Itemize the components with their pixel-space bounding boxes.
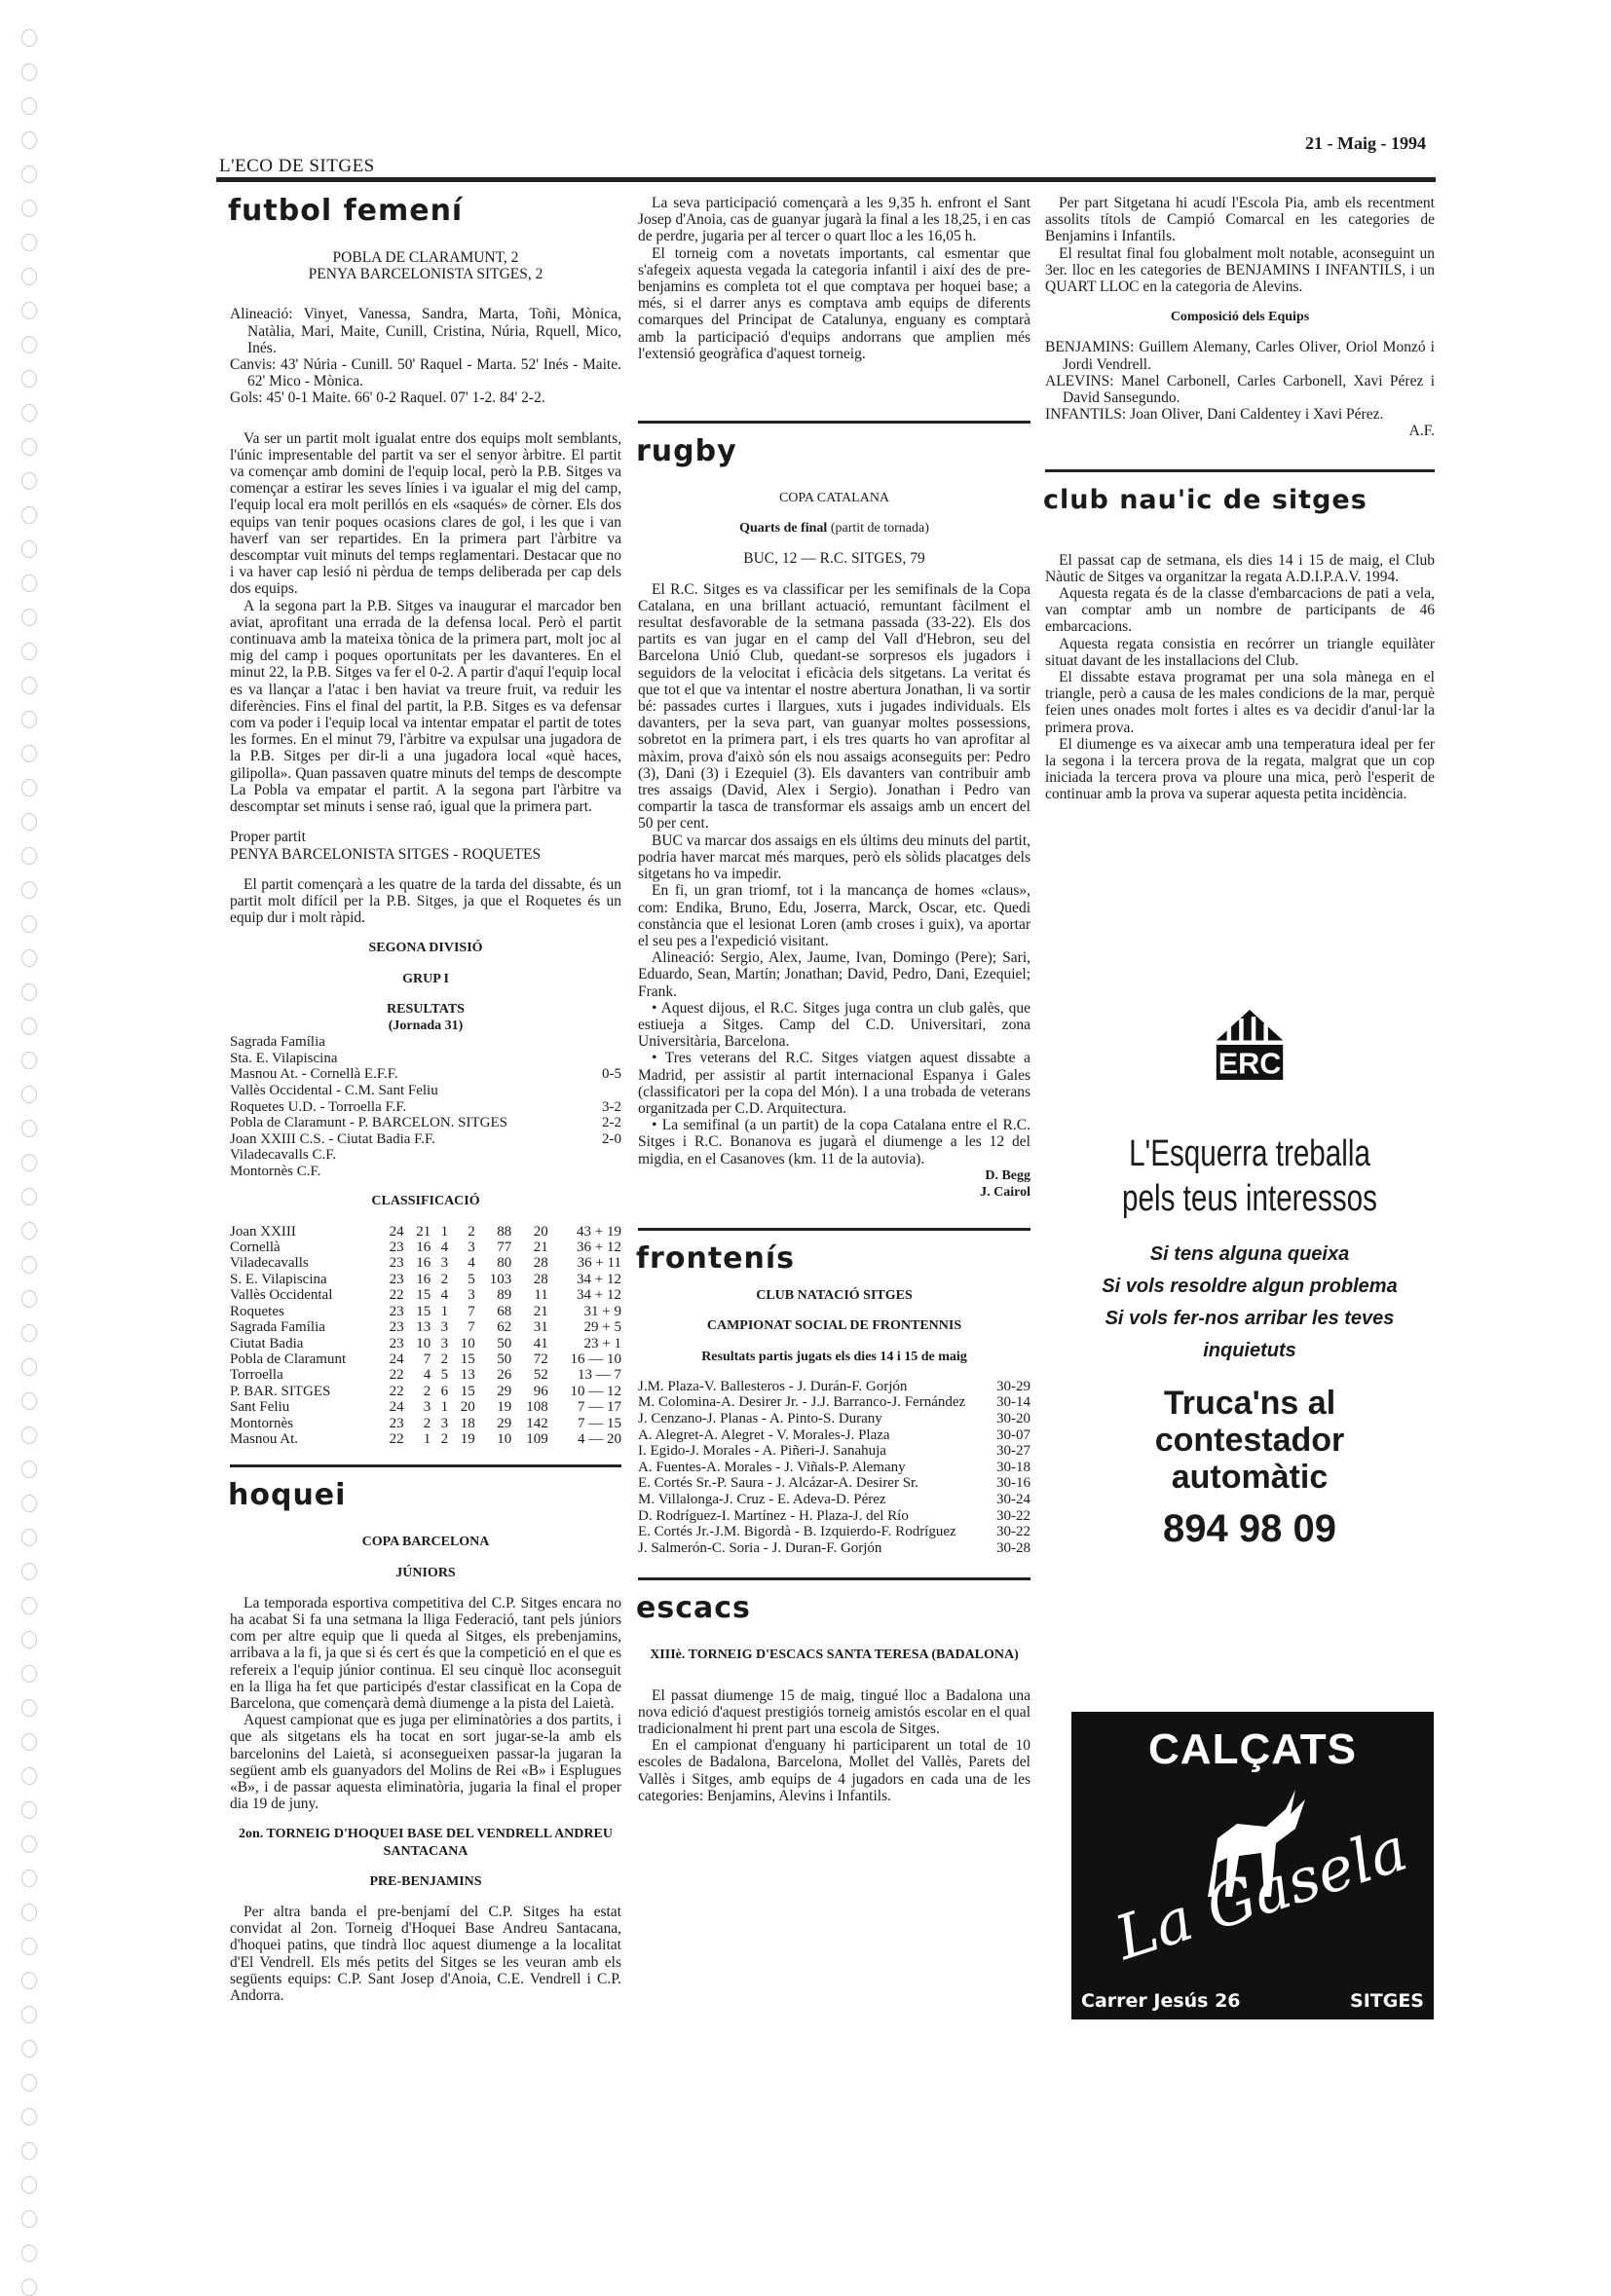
standings-cell: 89 bbox=[497, 1287, 512, 1304]
standings-cell: 28 bbox=[533, 1271, 548, 1287]
standings-cell: 20 bbox=[460, 1399, 475, 1416]
header-rule bbox=[216, 177, 1436, 182]
paragraph: En fi, un gran triomf, tot i la mancança de homes «claus», com: Endika, Bruno, Edu, Joserra, Marck, Oscar, etc. Quedi constància que el lesionat Loren (amb croses i guix), va aportar el seu pes a l'expedició visitant. bbox=[638, 882, 1030, 949]
match-line: POBLA DE CLARAMUNT, 2 bbox=[332, 249, 519, 266]
column-2 bbox=[638, 195, 1030, 1804]
standings-cell: 31 bbox=[533, 1319, 548, 1336]
result-score: 2-2 bbox=[602, 1115, 621, 1131]
standings-heading: CLASSIFICACIÓ bbox=[371, 1194, 480, 1209]
erc-line: Si vols fer-nos arribar les teves bbox=[1105, 1308, 1395, 1329]
erc-phone: 894 98 09 bbox=[1163, 1507, 1336, 1550]
standings-cell: 22 bbox=[389, 1430, 404, 1447]
team-name: Montornès bbox=[230, 1415, 293, 1431]
standings-row bbox=[230, 1255, 621, 1271]
standings-cell: 16 bbox=[416, 1240, 431, 1256]
result-row bbox=[230, 1164, 621, 1180]
result-row bbox=[230, 1066, 621, 1083]
next-match-label: Proper partit bbox=[230, 829, 306, 846]
standings-cell: 2 bbox=[423, 1383, 431, 1399]
match-players: M. Villalonga-J. Cruz - E. Adeva-D. Pérez bbox=[638, 1491, 886, 1507]
standings-cell: 3 bbox=[440, 1415, 449, 1431]
category: JÚNIORS bbox=[395, 1565, 456, 1580]
shoe-address: Carrer Jesús 26 bbox=[1081, 1990, 1241, 2012]
paragraph: El R.C. Sitges es va classificar per les semifinals de la Copa Catalana, en una brillant actuació, remuntant fàcilment el resultat desfavorable de la setmana passada (33-22). Els dos partits es van jugar en el camp del Vall d'Hebron, seu del Barcelona Unió Club, quedant-se sorpresos els jugadors i seguidors de la velocitat i eficàcia dels sitgetans. La veritat és que tot el que va intentar el nostre abertura Jonathan, li va sortir bé: passades curtes i llargues, xuts i jugades individuals. Els davanters, per la seva part, van guanyar moltes possessions, sobretot en la primera part, i els tres quarts ho van aprofitar al màxim, prova d'això són els nou assaigs aconseguits per: Pedro (3), Dani (3) i Ezequiel (3). Els davanters van contribuir amb tres assaigs (David, Alex i Sergio). Jonathan i Pedro van compartir la tasca de transformar els assaigs amb un encert del 50 per cent. bbox=[638, 580, 1030, 833]
section-rule bbox=[1045, 469, 1435, 472]
standings-row bbox=[230, 1384, 621, 1399]
standings-cell: 1 bbox=[423, 1430, 431, 1447]
tournament-name: 2on. TORNEIG D'HOQUEI BASE DEL VENDRELL ANDREU SANTACANA bbox=[239, 1827, 613, 1859]
standings-cell: 31 + 9 bbox=[583, 1303, 621, 1319]
standings-row bbox=[230, 1431, 621, 1447]
standings-cell: 77 bbox=[497, 1240, 512, 1256]
standings-cell: 28 bbox=[533, 1255, 548, 1272]
paragraph: Alineació: Sergio, Alex, Jaume, Ivan, Domingo (Pere); Sari, Eduardo, Sean, Martín; Jonathan; David, Pedro, Dani, Ezequiel; Frank. bbox=[638, 949, 1030, 1000]
results-heading: RESULTATS bbox=[387, 1001, 465, 1017]
standings-row bbox=[230, 1224, 621, 1240]
match-players: M. Colomina-A. Desirer Jr. - J.J. Barranco-J. Fernández bbox=[638, 1394, 966, 1411]
teams-heading: Composició dels Equips bbox=[1170, 310, 1310, 325]
signature: A.F. bbox=[1408, 423, 1435, 440]
result-row bbox=[230, 1131, 621, 1148]
standings-row bbox=[230, 1336, 621, 1352]
standings-cell: 13 — 7 bbox=[578, 1367, 621, 1384]
team-name: Ciutat Badia bbox=[230, 1335, 304, 1352]
match-row bbox=[638, 1460, 1030, 1476]
result-match: Roquetes U.D. - Torroella F.F. bbox=[230, 1098, 407, 1115]
standings-cell: 2 bbox=[468, 1223, 475, 1240]
standings-cell: 103 bbox=[489, 1271, 512, 1287]
standings-row bbox=[230, 1367, 621, 1383]
standings-cell: 21 bbox=[416, 1223, 431, 1240]
standings-cell: 10 bbox=[460, 1335, 475, 1352]
standings-cell: 23 bbox=[389, 1319, 404, 1336]
spiral-binding bbox=[21, 29, 41, 2259]
paragraph: El passat diumenge 15 de maig, tingué lloc a Badalona una nova edició d'aquest prestigiós torneig amistós escolar en el qual tradicionalment hi prent part una escola de Sitges. bbox=[638, 1686, 1030, 1737]
final-score: BUC, 12 — R.C. SITGES, 79 bbox=[743, 550, 925, 568]
standings-cell: 34 + 12 bbox=[577, 1287, 621, 1304]
standings-cell: 26 bbox=[497, 1367, 512, 1384]
standings-cell: 5 bbox=[468, 1271, 475, 1287]
team-name: P. BAR. SITGES bbox=[230, 1383, 331, 1399]
standings-cell: 3 bbox=[440, 1319, 449, 1336]
standings-cell: 108 bbox=[526, 1399, 548, 1416]
paragraph: A la segona part la P.B. Sitges va inaugurar el marcador ben aviat, aprofitant una errada de la defensa local. Però el partit continuava amb la mateixa tònica de la primera part, molt joc al mig del camp i poques oportunitats per les davanteres. En el minut 22, la P.B. Sitges va fer el 0-2. A partir d'aquí l'equip local es va llançar a l'atac i ben haviat va treure fruit, va reduir les diferències. Fins el final del partit, la P.B. Sitges es va defensar com va poder i l'equip local va intentar empatar el partit de totes les formes. En el minut 79, l'àrbitre va expulsar una jugadora de la P.B. Sitges per dir-li a una jugadora local «què haces, gilipolla». Quan passaven quatre minuts del temps de descompte La Pobla va empatar el partit. A la segona part l'àrbitre va descomptar set minuts i sense raó, igual que la primera part. bbox=[230, 597, 621, 816]
result-row bbox=[230, 1099, 621, 1116]
shoe-town: SITGES bbox=[1350, 1990, 1424, 2012]
match-players: E. Cortés Sr.-P. Saura - J. Alcázar-A. Desirer Sr. bbox=[638, 1475, 918, 1492]
standings-cell: 23 bbox=[389, 1335, 404, 1352]
erc-call: contestador bbox=[1154, 1422, 1345, 1459]
paragraph: La seva participació començarà a les 9,35 h. enfront el Sant Josep d'Anoia, cas de guanyar jugarà la final a les 18,25, i en cas de perdre, jugaria per al tercer o quart lloc a les 16,05 h. bbox=[638, 195, 1030, 245]
standings-cell: 41 bbox=[533, 1335, 548, 1352]
standings-cell: 109 bbox=[526, 1430, 548, 1447]
standings-cell: 29 + 5 bbox=[583, 1319, 621, 1336]
standings-cell: 16 bbox=[416, 1271, 431, 1287]
match-row bbox=[638, 1427, 1030, 1444]
standings-cell: 10 bbox=[416, 1335, 431, 1352]
shoe-title: CALÇATS bbox=[1148, 1725, 1357, 1773]
result-row bbox=[230, 1034, 621, 1051]
standings-cell: 3 bbox=[440, 1335, 449, 1352]
match-score: 30-28 bbox=[996, 1539, 1030, 1556]
paragraph: El diumenge es va aixecar amb una temperatura ideal per fer la segona i la tercera prova de la regata, malgrat que un cop iniciada la tercera prova va ploure una mica, però l'esperit de continuar amb la prova va superar aquesta petita incidència. bbox=[1045, 735, 1435, 803]
standings-cell: 10 — 12 bbox=[570, 1383, 621, 1399]
nautic-title: club nau'ic de sitges bbox=[1043, 484, 1367, 515]
standings-row bbox=[230, 1352, 621, 1367]
standings-cell: 7 — 17 bbox=[578, 1399, 621, 1416]
round: (Jornada 31) bbox=[388, 1018, 464, 1033]
standings-cell: 23 bbox=[389, 1240, 404, 1256]
paragraph: Aquesta regata és de la classe d'embarcacions de pati a vela, van comptar amb un nombre de participants de 46 embarcacions. bbox=[1045, 585, 1435, 636]
standings-row bbox=[230, 1272, 621, 1287]
standings-row bbox=[230, 1416, 621, 1431]
cup-name: COPA CATALANA bbox=[778, 491, 890, 506]
shoe-advert bbox=[1071, 1712, 1434, 2019]
standings-cell: 15 bbox=[460, 1351, 475, 1367]
team-name: Roquetes bbox=[230, 1303, 284, 1319]
erc-logo-text: ERC bbox=[1218, 1047, 1282, 1081]
standings-cell: 4 bbox=[468, 1255, 475, 1272]
standings-row bbox=[230, 1399, 621, 1415]
standings-cell: 4 — 20 bbox=[578, 1430, 621, 1447]
round-note: (partit de tornada) bbox=[830, 521, 929, 537]
match-row bbox=[638, 1411, 1030, 1427]
result-match: Viladecavalls C.F. bbox=[230, 1147, 337, 1164]
match-row bbox=[638, 1394, 1030, 1411]
standings-cell: 88 bbox=[497, 1223, 512, 1240]
team-list: ALEVINS: Manel Carbonell, Carles Carbonell, Xavi Pérez i David Sansegundo. bbox=[1045, 372, 1435, 407]
standings-cell: 11 bbox=[534, 1287, 548, 1304]
standings-cell: 18 bbox=[460, 1415, 475, 1431]
standings-cell: 29 bbox=[497, 1383, 512, 1399]
section-rule bbox=[638, 1577, 1030, 1580]
standings-row bbox=[230, 1287, 621, 1303]
match-score: 30-24 bbox=[996, 1491, 1030, 1507]
result-score: 2-0 bbox=[602, 1130, 621, 1147]
standings-cell: 7 — 15 bbox=[578, 1415, 621, 1431]
rugby-title: rugby bbox=[636, 434, 737, 469]
column-3 bbox=[1045, 195, 1435, 803]
paragraph: En el campionat d'enguany hi participarent un total de 10 escoles de Badalona, Barcelona, Mollet del Vallès, Parets del Vallès i Sitges, amb equips de 4 jugadors en cada una de les categories: Benjamins, Alevins i Infantils. bbox=[638, 1737, 1030, 1804]
standings-cell: 15 bbox=[460, 1383, 475, 1399]
standings-cell: 43 + 19 bbox=[577, 1223, 621, 1240]
standings-cell: 20 bbox=[533, 1223, 548, 1240]
team-name: Torroella bbox=[230, 1367, 283, 1384]
paragraph: Aquest campionat que es juga per eliminatòries a dos partits, i que als sitgetans els ha tocat en sort jugar-se-la amb els barcelonins del Laietà, si aconsegueixen passar-la jugaran la següent amb els guanyadors del Molins de Rei «B» i Esplugues «B», i de passar aquesta eliminatòria, jugaria la final el proper dia 19 de juny. bbox=[230, 1712, 621, 1813]
erc-headline: L'Esquerra treballa bbox=[1129, 1133, 1370, 1174]
standings-cell: 24 bbox=[389, 1351, 404, 1367]
standings-cell: 72 bbox=[533, 1351, 548, 1367]
standings-cell: 19 bbox=[497, 1399, 512, 1416]
standings-cell: 7 bbox=[423, 1351, 431, 1367]
team-name: Viladecavalls bbox=[230, 1255, 309, 1272]
standings-cell: 2 bbox=[440, 1351, 449, 1367]
standings-cell: 24 bbox=[389, 1223, 404, 1240]
standings-row bbox=[230, 1319, 621, 1335]
standings-cell: 3 bbox=[423, 1399, 431, 1416]
standings-cell: 96 bbox=[533, 1383, 548, 1399]
match-score: 30-16 bbox=[996, 1475, 1030, 1492]
standings-cell: 29 bbox=[497, 1415, 512, 1431]
result-row bbox=[230, 1115, 621, 1131]
standings-cell: 5 bbox=[440, 1367, 449, 1384]
standings-cell: 50 bbox=[497, 1335, 512, 1352]
paragraph: El dissabte estava programat per una sola mànega en el triangle, però a causa de les males condicions de la mar, perquè feien unes onades molt fortes i altes es va decidir d'anul·lar la primera prova. bbox=[1045, 669, 1435, 736]
match-score: 30-07 bbox=[996, 1426, 1030, 1443]
team-name: Masnou At. bbox=[230, 1430, 299, 1447]
team-list: BENJAMINS: Guillem Alemany, Carles Oliver, Oriol Monzó i Jordi Vendrell. bbox=[1045, 339, 1435, 373]
match-score: 30-14 bbox=[996, 1394, 1030, 1411]
team-list: INFANTILS: Joan Oliver, Dani Caldentey i Xavi Pérez. bbox=[1045, 406, 1384, 424]
lineup: Alineació: Vinyet, Vanessa, Sandra, Marta, Toñi, Mònica, Natàlia, Mari, Maite, Cunill, Cristina, Núria, Rquell, Mico, Inés. bbox=[230, 306, 621, 356]
result-match: Sta. E. Vilapiscina bbox=[230, 1050, 338, 1066]
erc-advert bbox=[1065, 1001, 1435, 1634]
match-players: E. Cortés Jr.-J.M. Bigordà - B. Izquierdo-F. Rodríguez bbox=[638, 1524, 956, 1540]
result-score: 0-5 bbox=[602, 1066, 621, 1083]
paragraph: El resultat final fou globalment molt notable, aconseguint un 3er. lloc en les categories de BENJAMINS I INFANTILS, i un QUART LLOC en la categoria de Alevins. bbox=[1045, 244, 1435, 296]
match-score: 30-29 bbox=[996, 1378, 1030, 1394]
paragraph: El partit començarà a les quatre de la tarda del dissabte, és un partit molt difícil per la P.B. Sitges, ja que el Roquetes és un equip dur i molt ràpid. bbox=[230, 875, 621, 927]
standings-cell: 24 bbox=[389, 1399, 404, 1416]
standings-cell: 15 bbox=[416, 1303, 431, 1319]
shoe-brand: La Gasela bbox=[1106, 1812, 1416, 1975]
championship-name: CAMPIONAT SOCIAL DE FRONTENNIS bbox=[706, 1318, 962, 1334]
team-name: Cornellà bbox=[230, 1240, 281, 1256]
result-row bbox=[230, 1051, 621, 1067]
standings-table bbox=[230, 1224, 621, 1448]
standings-cell: 2 bbox=[440, 1271, 449, 1287]
standings-cell: 16 bbox=[416, 1255, 431, 1272]
category: PRE-BENJAMINS bbox=[369, 1873, 482, 1889]
section-rule bbox=[638, 421, 1030, 424]
match-score: 30-27 bbox=[996, 1443, 1030, 1460]
result-match: Masnou At. - Cornellà E.F.F. bbox=[230, 1066, 398, 1083]
round-label: Quarts de final bbox=[739, 521, 828, 537]
standings-cell: 21 bbox=[533, 1303, 548, 1319]
result-row bbox=[230, 1147, 621, 1164]
substitutions: Canvis: 43' Núria - Cunill. 50' Raquel - Marta. 52' Inés - Maite. 62' Mico - Mònica. bbox=[230, 356, 621, 390]
standings-cell: 3 bbox=[468, 1287, 475, 1304]
futbol-title: futbol femení bbox=[228, 194, 464, 228]
erc-line: Si tens alguna queixa bbox=[1149, 1243, 1350, 1265]
cup-name: COPA BARCELONA bbox=[361, 1535, 490, 1550]
paragraph: Va ser un partit molt igualat entre dos equips molt semblants, l'únic impresentable del partit va ser el senyor àrbitre. El partit va començar amb domini de l'equip local, però la P.B. Sitges va començar a estirar les seves línies i va igualar el mig del camp, l'equip local era molt perillós en els «saqués» de còrner. Els dos equips van tenir poques ocasions clares de gol, i les que i van haverf van ser repartides. En la primera part l'àrbitre va descomptar vuit minuts del temps reglamentari. Destacar que no i va haver cap lesió ni pèrdua de temps deliberada per cap dels dos equips. bbox=[230, 429, 621, 598]
match-row bbox=[638, 1492, 1030, 1508]
standings-cell: 22 bbox=[389, 1287, 404, 1304]
result-match: Joan XXIII C.S. - Ciutat Badia F.F. bbox=[230, 1130, 435, 1147]
paragraph: BUC va marcar dos assaigs en els últims deu minuts del partit, podria haver marcat més marques, però els sòlids placatges dels sitgetans ho va impedir. bbox=[638, 832, 1030, 883]
paragraph: • Tres veterans del R.C. Sitges viatgen aquest dissabte a Madrid, per assistir al partit internacional Espanya i Gales (classificatori per la copa del Món). I a una trobada de veterans organitzada per C.D. Arquitectura. bbox=[638, 1050, 1030, 1117]
match-score: 30-18 bbox=[996, 1459, 1030, 1475]
standings-cell: 3 bbox=[440, 1255, 449, 1272]
standings-cell: 4 bbox=[440, 1287, 449, 1304]
standings-row bbox=[230, 1240, 621, 1255]
match-row bbox=[638, 1524, 1030, 1540]
standings-cell: 1 bbox=[440, 1399, 449, 1416]
paragraph: El torneig com a novetats importants, cal esmentar que s'afegeix aquesta vegada la categoria infantil i així des de pre-benjamins es completa tot el que comptava per hoquei base; a més, si el darrer anys es comptava amb equips de diferents comarques del Principat de Catalunya, enguany es comptarà amb la participació d'equips andorrans que amplien més l'extensió geogràfica d'aquest torneig. bbox=[638, 244, 1030, 362]
match-players: J. Salmerón-C. Soria - J. Duran-F. Gorjón bbox=[638, 1539, 882, 1556]
standings-cell: 50 bbox=[497, 1351, 512, 1367]
team-name: Joan XXIII bbox=[230, 1223, 296, 1240]
section-rule bbox=[230, 1464, 621, 1467]
standings-cell: 1 bbox=[440, 1223, 449, 1240]
standings-cell: 15 bbox=[416, 1287, 431, 1304]
next-match: PENYA BARCELONISTA SITGES - ROQUETES bbox=[230, 845, 542, 863]
standings-cell: 36 + 12 bbox=[577, 1240, 621, 1256]
erc-call: Truca'ns al bbox=[1163, 1385, 1336, 1422]
paragraph: • Aquest dijous, el R.C. Sitges juga contra un club galès, que estiueja a Sitges. Camp del C.D. Universitari, zona Universitària, Barcelona. bbox=[638, 999, 1030, 1051]
match-row bbox=[638, 1540, 1030, 1557]
standings-cell: 23 bbox=[389, 1303, 404, 1319]
team-name: Pobla de Claramunt bbox=[230, 1351, 347, 1367]
paragraph: Aquesta regata consistia en recórrer un triangle equilàter situat davant de les installacions del Club. bbox=[1045, 635, 1435, 669]
standings-cell: 1 bbox=[440, 1303, 449, 1319]
result-score: 3-2 bbox=[602, 1098, 621, 1115]
paragraph: Per part Sitgetana hi acudí l'Escola Pia, amb els recentment assolits títols de Campió Comarcal en les categories de Benjamins i Infantils. bbox=[1045, 195, 1435, 245]
club-name: CLUB NATACIÓ SITGES bbox=[756, 1288, 913, 1304]
results-note: Resultats partis jugats els dies 14 i 15 de maig bbox=[701, 1349, 967, 1364]
result-match: Vallès Occidental - C.M. Sant Feliu bbox=[230, 1082, 438, 1098]
standings-cell: 13 bbox=[460, 1367, 475, 1384]
standings-cell: 34 + 12 bbox=[577, 1271, 621, 1287]
match-row bbox=[638, 1443, 1030, 1460]
hoquei-title: hoquei bbox=[228, 1478, 347, 1513]
frontennis-title: frontenís bbox=[636, 1241, 795, 1277]
standings-cell: 23 bbox=[389, 1415, 404, 1431]
result-match: Montornès C.F. bbox=[230, 1163, 321, 1179]
match-players: A. Fuentes-A. Morales - J. Viñals-P. Alemany bbox=[638, 1459, 906, 1475]
match-row bbox=[638, 1475, 1030, 1492]
paragraph: • La semifinal (a un partit) de la copa Catalana entre el R.C. Sitges i R.C. Bonanova es jugarà el diumenge a les 12 del migdia, en el Casanoves (km. 11 de la autovia). bbox=[638, 1117, 1030, 1167]
match-line: PENYA BARCELONISTA SITGES, 2 bbox=[308, 266, 543, 283]
newspaper-name: L'ECO DE SITGES bbox=[219, 156, 375, 176]
standings-cell: 4 bbox=[423, 1367, 431, 1384]
match-score: 30-20 bbox=[996, 1410, 1030, 1426]
team-name: Sant Feliu bbox=[230, 1399, 290, 1416]
standings-row bbox=[230, 1304, 621, 1319]
standings-cell: 4 bbox=[440, 1240, 449, 1256]
results-list bbox=[230, 1034, 621, 1179]
standings-cell: 23 bbox=[389, 1255, 404, 1272]
tournament-name: XIIIè. TORNEIG D'ESCACS SANTA TERESA (BADALONA) bbox=[650, 1648, 1019, 1663]
standings-cell: 7 bbox=[468, 1303, 475, 1319]
group: GRUP I bbox=[402, 971, 449, 986]
erc-line: Si vols resoldre algun problema bbox=[1102, 1276, 1398, 1297]
erc-logo-icon bbox=[1206, 1001, 1293, 1089]
team-name: S. E. Vilapiscina bbox=[230, 1271, 327, 1287]
match-players: I. Egido-J. Morales - A. Piñeri-J. Sanahuja bbox=[638, 1443, 886, 1460]
standings-cell: 7 bbox=[468, 1319, 475, 1336]
standings-cell: 16 — 10 bbox=[570, 1351, 621, 1367]
standings-cell: 52 bbox=[533, 1367, 548, 1384]
standings-cell: 68 bbox=[497, 1303, 512, 1319]
standings-cell: 80 bbox=[497, 1255, 512, 1272]
match-score: 30-22 bbox=[996, 1507, 1030, 1524]
match-players: D. Rodríguez-I. Martínez - H. Plaza-J. del Río bbox=[638, 1507, 909, 1524]
erc-headline: pels teus interessos bbox=[1122, 1178, 1377, 1219]
standings-cell: 23 bbox=[389, 1271, 404, 1287]
standings-cell: 2 bbox=[423, 1415, 431, 1431]
team-name: Sagrada Família bbox=[230, 1319, 325, 1336]
erc-line: inquietuts bbox=[1203, 1340, 1296, 1361]
division: SEGONA DIVISIÓ bbox=[368, 941, 483, 956]
standings-cell: 21 bbox=[533, 1240, 548, 1256]
standings-cell: 62 bbox=[497, 1319, 512, 1336]
team-name: Vallès Occidental bbox=[230, 1287, 333, 1304]
standings-cell: 36 + 11 bbox=[577, 1255, 621, 1272]
standings-cell: 2 bbox=[440, 1430, 449, 1447]
standings-cell: 22 bbox=[389, 1367, 404, 1384]
column-1 bbox=[230, 195, 621, 2004]
standings-cell: 19 bbox=[460, 1430, 475, 1447]
standings-cell: 23 + 1 bbox=[583, 1335, 621, 1352]
section-rule bbox=[638, 1228, 1030, 1231]
paragraph: El passat cap de setmana, els dies 14 i 15 de maig, el Club Nàutic de Sitges va organitzar la regata A.D.I.P.A.V. 1994. bbox=[1045, 551, 1435, 585]
frontennis-results bbox=[638, 1379, 1030, 1557]
match-row bbox=[638, 1379, 1030, 1395]
escacs-title: escacs bbox=[636, 1591, 751, 1626]
standings-cell: 3 bbox=[468, 1240, 475, 1256]
match-players: A. Alegret-A. Alegret - V. Morales-J. Plaza bbox=[638, 1426, 890, 1443]
signature: J. Cairol bbox=[980, 1184, 1030, 1200]
paragraph: Per altra banda el pre-benjamí del C.P. Sitges ha estat convidat al 2on. Torneig d'Hoquei Base Andreu Santacana, d'hoquei patins, que tindrà lloc aquest diumenge a la localitat d'El Vendrell. Els més petits del Sitges se les veuran amb els següents equips: C.P. Sant Josep d'Anoia, C.E. Vendrell i C.P. Andorra. bbox=[230, 1904, 621, 2005]
standings-cell: 6 bbox=[440, 1383, 449, 1399]
standings-cell: 10 bbox=[497, 1430, 512, 1447]
result-match: Pobla de Claramunt - P. BARCELON. SITGES bbox=[230, 1115, 507, 1131]
match-players: J. Cenzano-J. Planas - A. Pinto-S. Durany bbox=[638, 1410, 882, 1426]
shoe-footer bbox=[1081, 1990, 1424, 2012]
goals: Gols: 45' 0-1 Maite. 66' 0-2 Raquel. 07' 1-2. 84' 2-2. bbox=[230, 389, 545, 407]
erc-call: automàtic bbox=[1171, 1459, 1329, 1496]
result-match: Sagrada Família bbox=[230, 1034, 325, 1051]
match-players: J.M. Plaza-V. Ballesteros - J. Durán-F. Gorjón bbox=[638, 1378, 908, 1394]
signature: D. Begg bbox=[985, 1167, 1030, 1183]
standings-cell: 13 bbox=[416, 1319, 431, 1336]
round-info bbox=[638, 520, 1030, 537]
match-score: 30-22 bbox=[996, 1524, 1030, 1540]
standings-cell: 142 bbox=[526, 1415, 548, 1431]
match-row bbox=[638, 1508, 1030, 1525]
result-row bbox=[230, 1083, 621, 1099]
issue-date: 21 - Maig - 1994 bbox=[1305, 133, 1426, 153]
paragraph: La temporada esportiva competitiva del C.P. Sitges encara no ha acabat Si fa una setmana la lliga Federació, tant pels júniors com per altre equip que li queda al Sitges, els prebenjamins, arribava a la fi, ja que si és cert és que la competició en el que es refereix a l'equip júnior continua. El seu cinquè lloc aconseguit en la lliga ha fet que participés d'estar classificat en la Copa de Barcelona, que començarà demà diumenge a la pista del Laietà. bbox=[230, 1594, 621, 1712]
standings-cell: 22 bbox=[389, 1383, 404, 1399]
